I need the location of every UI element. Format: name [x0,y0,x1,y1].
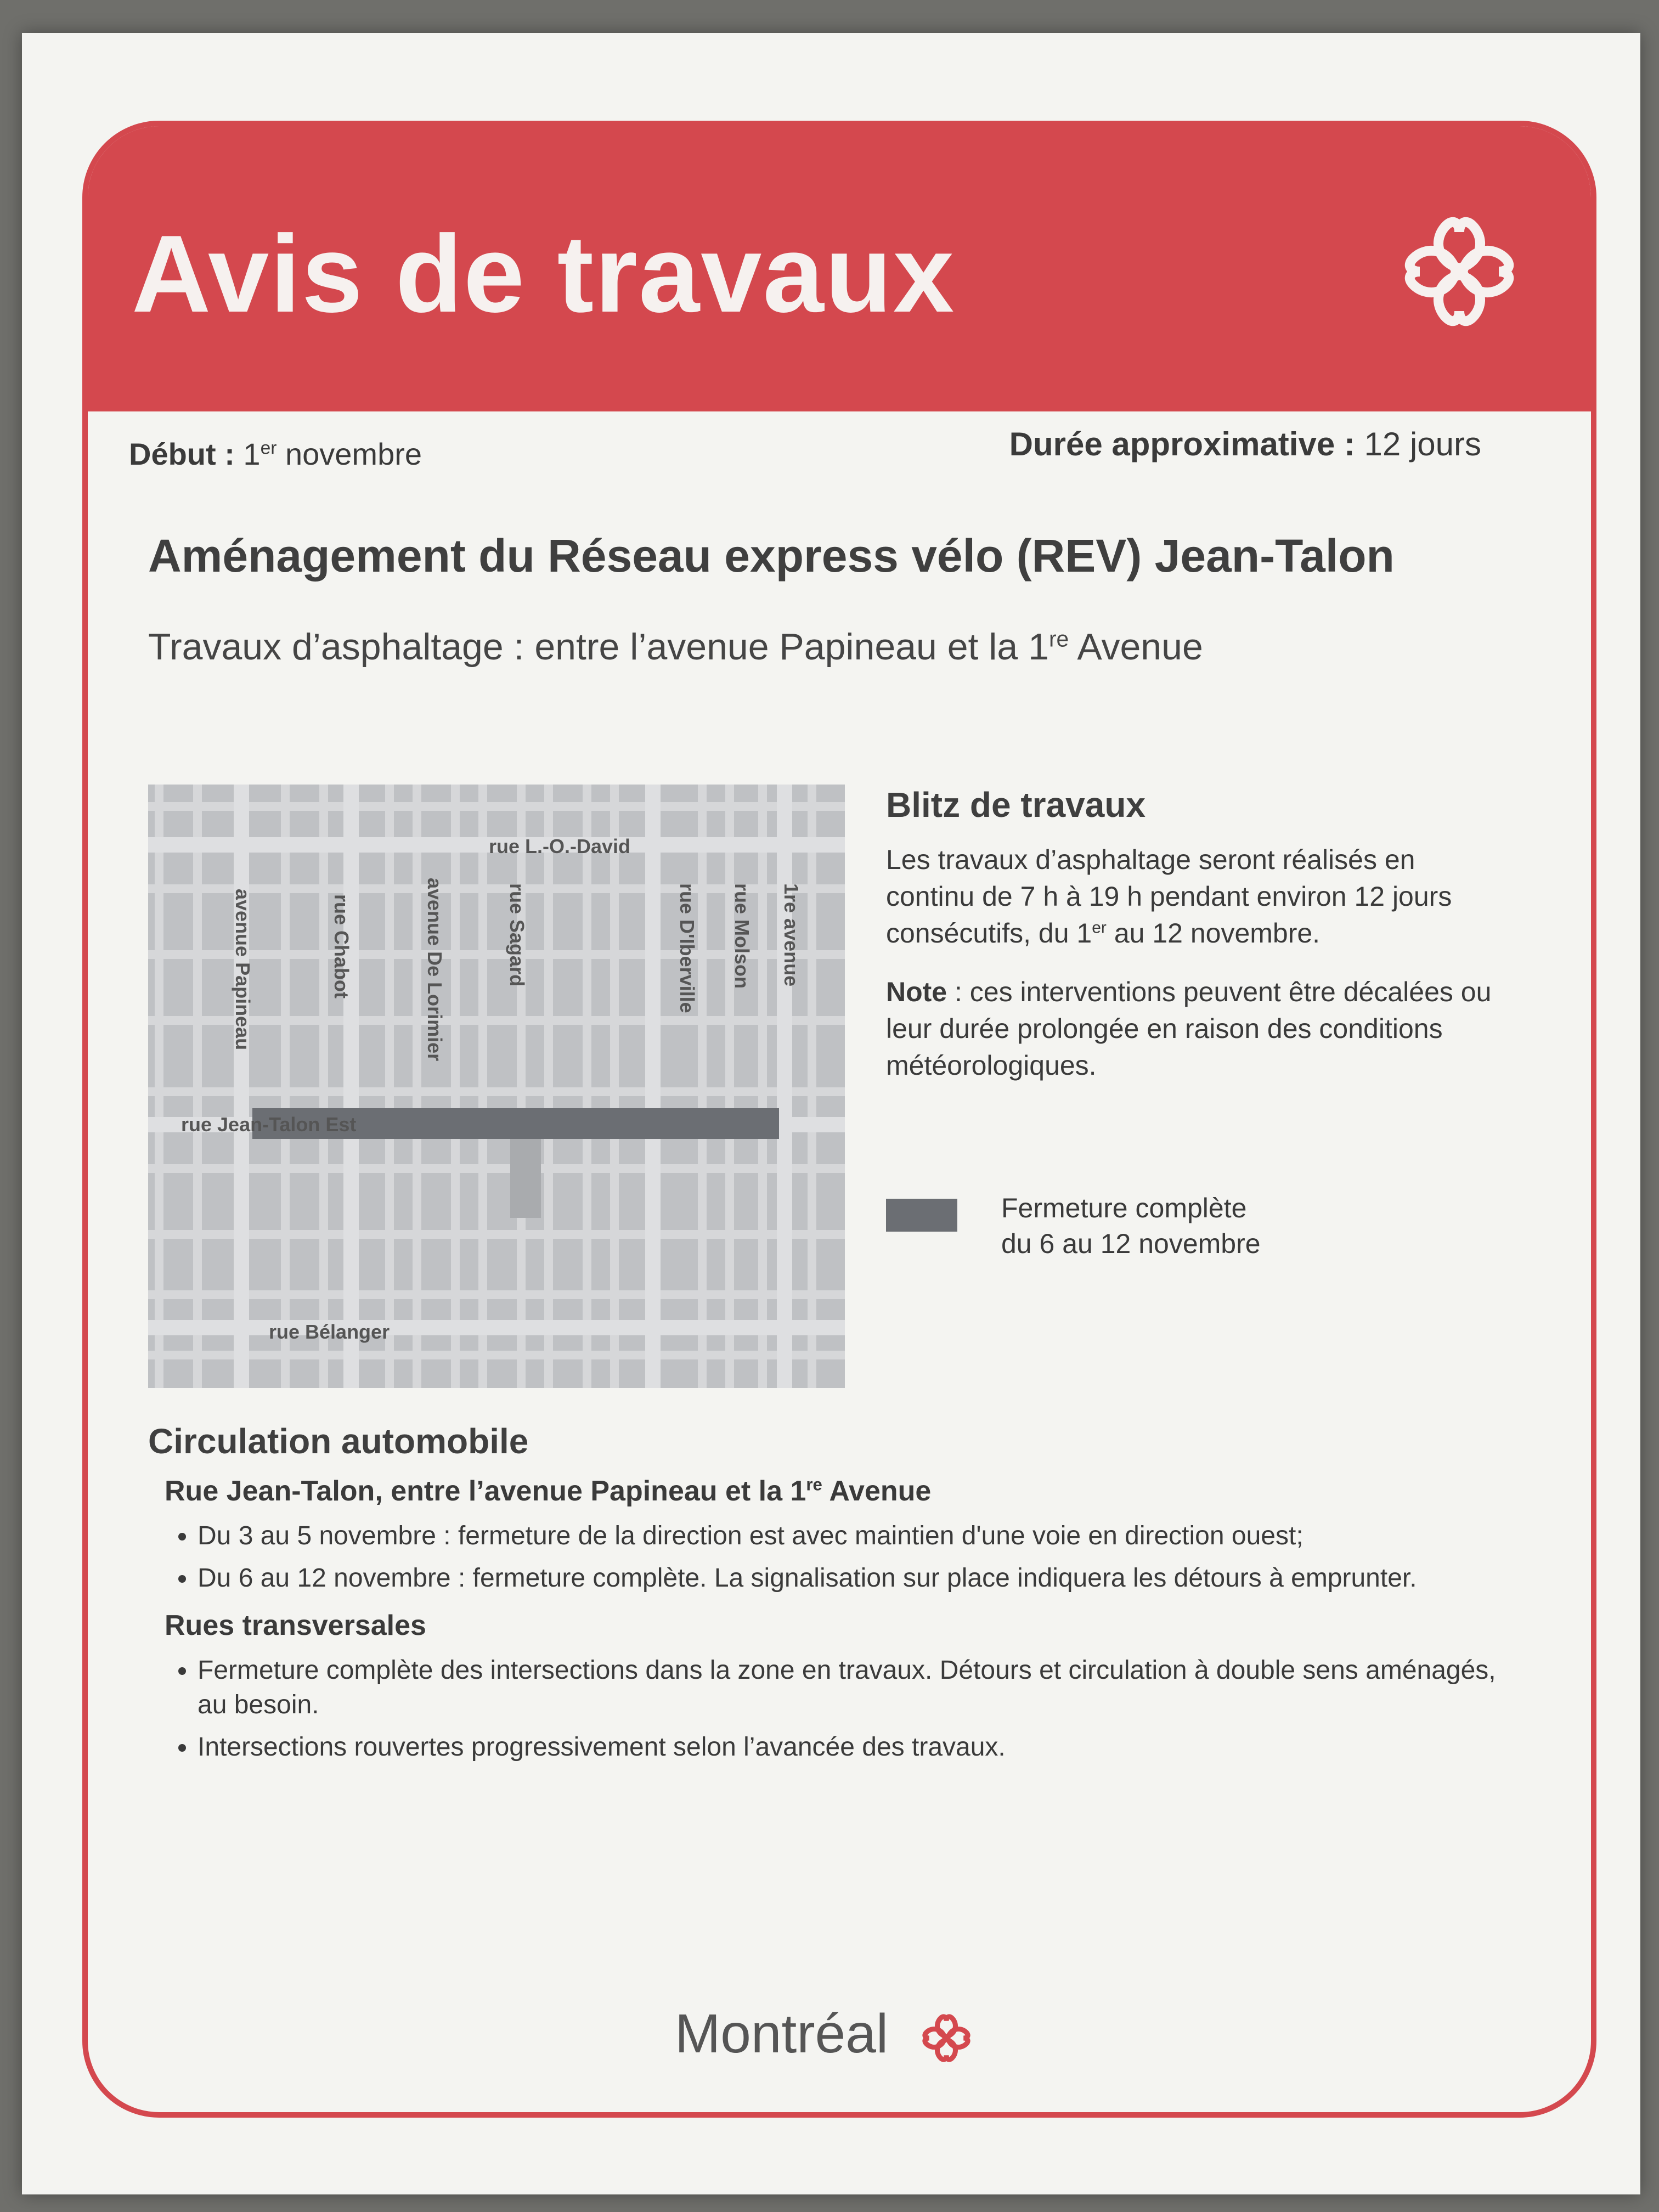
list-item: • Fermeture complète des intersections dans la zone en travaux. Détours et circulation à double sens aménagés, au besoin. [198,1653,1520,1723]
note-text: : ces interventions peuvent être décalées ou leur durée prolongée en raison des conditions météorologiques. [886,977,1492,1081]
street-premiere: 1re avenue [780,883,803,987]
subhead-b: Avenue [822,1475,932,1507]
blitz-text-a: Les travaux d’asphaltage seront réalisés en continu de 7 h à 19 h pendant environ 12 jours consécutifs, du 1 [886,844,1452,949]
footer-brand: Montréal [675,2003,889,2064]
blitz-section [886,785,1500,1084]
street-chabot: rue Chabot [330,894,353,999]
project-title: Aménagement du Réseau express vélo (REV) Jean-Talon [148,530,1395,582]
project-subtitle-b: Avenue [1077,626,1203,668]
project-subtitle-a: Travaux d’asphaltage : entre l’avenue Papineau et la 1 [148,626,1049,668]
montreal-logo [675,2002,1059,2085]
notice-frame [82,121,1596,2118]
blitz-text [886,842,1500,952]
notice-paper [22,33,1640,2194]
legend-line-1: Fermeture complète [1001,1193,1247,1223]
street-belanger: rue Bélanger [269,1321,390,1343]
blitz-text-suffix: er [1092,918,1107,937]
notice-header [88,126,1591,411]
cross-streets-list [148,1653,1520,1765]
street-molson: rue Molson [731,883,753,989]
duration [1009,425,1481,463]
closure-sagard [510,1139,541,1218]
duration-label: Durée approximative : [1009,426,1355,462]
note-label: Note [886,977,947,1007]
subhead-a: Rue Jean-Talon, entre l’avenue Papineau et la 1 [165,1475,806,1507]
montreal-rosette-icon [911,2002,982,2074]
legend-line-2: du 6 au 12 novembre [1001,1228,1261,1259]
start-day: 1 [243,437,261,471]
traffic-subhead-cross-streets: Rues transversales [165,1609,426,1641]
list-item: • Du 6 au 12 novembre : fermeture complète. La signalisation sur place indiquera les détours à emprunter. [198,1561,1520,1595]
blitz-note [886,974,1500,1084]
street-jean-talon: rue Jean-Talon Est [181,1113,357,1136]
start-day-suffix: er [260,438,277,459]
jean-talon-list [148,1519,1520,1596]
start-month: novembre [285,437,422,471]
map-graphic [148,785,845,1388]
start-label: Début : [129,437,235,471]
street-de-lorimier: avenue De Lorimier [424,878,446,1062]
start-date [129,436,422,472]
project-subtitle-suffix: re [1048,626,1069,652]
blitz-text-b: au 12 novembre. [1106,918,1321,949]
subhead-suffix: re [806,1475,822,1494]
list-item: • Intersections rouvertes progressivement selon l’avancée des travaux. [198,1730,1520,1764]
duration-value: 12 jours [1364,426,1481,462]
work-zone-map [148,785,845,1388]
blitz-title: Blitz de travaux [886,785,1146,825]
montreal-rosette-icon [1377,189,1542,354]
traffic-section [148,1421,1520,1773]
street-lo-david: rue L.-O.-David [488,835,631,857]
street-diberville: rue D'Iberville [676,883,698,1013]
project-subtitle [148,625,1203,668]
traffic-title: Circulation automobile [148,1421,529,1461]
street-sagard: rue Sagard [506,883,528,987]
street-papineau: avenue Papineau [232,889,254,1051]
legend-swatch [886,1199,957,1232]
notice-title: Avis de travaux [132,213,956,335]
traffic-subhead-jean-talon [165,1475,1520,1508]
legend-text [1001,1190,1385,1262]
list-item: • Du 3 au 5 novembre : fermeture de la direction est avec maintien d'une voie en direction ouest; [198,1519,1520,1553]
